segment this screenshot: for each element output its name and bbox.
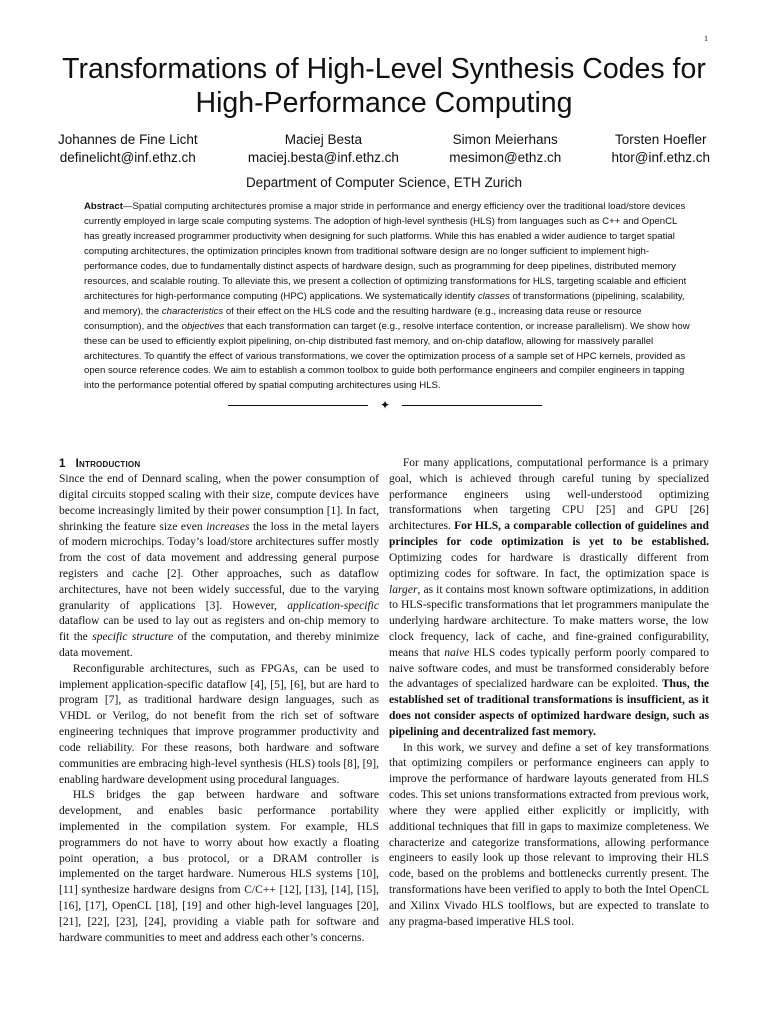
left-column [59,456,379,946]
author-name: Torsten Hoefler [614,132,707,147]
affiliation: Department of Computer Science, ETH Zurich [245,175,523,190]
page-number: 1 [704,34,708,43]
divider-line-left [228,405,368,406]
abstract-emphasis: classes [477,290,510,302]
paragraph: Reconfigurable architectures, such as FPGAs, can be used to implement application-specific dataflow [4], [5], [6], but are hard to program [7], as traditional hardware design languages, such as VHDL or Verilog, do not benefit from the rich set of software engineering techniques that improve programmer productivity and code reliability. For these reasons, both hardware and software communities are embracing high-level synthesis (HLS) tools [8], [9], enabling hardware development using procedural languages. [59,662,379,786]
paragraph-text: Since the end of Dennard scaling, when the power consumption of digital circuits stopped scaling with their size, compute devices have become increasingly limited by their power consumption [1]. In fact, shrinking the feature size even [59,473,379,533]
emphasis: naive [444,646,470,659]
abstract-label: Abstract [84,201,123,212]
paragraph-text: Optimizing codes for hardware is drastically different from optimizing codes for software. In fact, the optimization space is [389,551,709,580]
paragraph-text: , as it contains most known software optimizations, in addition to HLS-specific transformations that let programmers manipulate the underlying hardware architecture. To make matters worse, the low clock frequency, lack of cache, and fine-grained configurability, means that [389,583,709,659]
emphasis: larger [389,583,418,596]
abstract-text: —Spatial computing architectures promise a major stride in performance and energy efficiency over the traditional load/store devices currently employed in large scale computing systems. The adoption of high-level synthesis (HLS) from languages such as C++ and OpenCL has greatly increased programmer productivity when designing for such platforms. While this has enabled a wider audience to target spatial computing architectures, the optimization principles known from traditional software design are no longer sufficient to implement high-performance codes, due to fundamentally distinct aspects of hardware design, such as programming for deep pipelines, distributed memory resources, and scalable routing. To alleviate this, we present a collection of optimizing transformations for HLS, targeting scalable and efficient architectures for high-performance computing (HPC) applications. We systematically identify [84,201,687,302]
section-number: 1 [59,458,66,470]
author-email: htor@inf.ethz.ch [611,150,710,166]
section-title: Introduction [75,458,141,470]
abstract [84,200,690,394]
author-1 [58,131,198,167]
emphasis: application-specific [287,599,379,612]
paragraph [59,472,379,662]
emphasis: specific structure [92,631,174,644]
paragraph-text: dataflow can be used to lay out as registers and on-chip memory to fit the [59,615,379,644]
right-column [389,456,709,930]
paragraph-text: HLS codes typically perform poorly compared to naive software codes, and must be transformed considerably before the advantages of specialized hardware can be exploited. [389,646,709,691]
author-email: mesimon@ethz.ch [449,150,562,166]
section-divider [228,398,542,414]
author-4 [611,131,710,167]
author-name: Johannes de Fine Licht [58,132,198,147]
paragraph: HLS bridges the gap between hardware and software development, and enables basic performance portability implemented in the compilation system. For example, HLS programmers do not have to worry about how exactly a floating point operation, a bus protocol, or a DRAM controller is implemented on the target hardware. Numerous HLS systems [10], [11] synthesize hardware designs from C/C++ [12], [13], [14], [15], [16], [17], OpenCL [18], [19] and other high-level languages [20], [21], [22], [23], [24], providing a viable path for software and hardware communities to meet and address each other’s concerns. [59,789,379,944]
bold-text: Thus, the established set of traditional transformations is insufficient, as it does not consider aspects of optimized hardware design, such as pipelining and decentralized fast memory. [389,678,709,738]
abstract-text: of their effect on the HLS code and the resulting hardware (e.g., increasing data reuse or resource consumption), and the [84,305,642,332]
author-list [58,131,710,167]
paper-title: Transformations of High-Level Synthesis Codes for High-Performance Computing [62,53,706,120]
author-2 [248,131,399,167]
emphasis: increases [206,520,250,533]
paragraph-text: the loss in the metal layers of modern microchips. Today’s load/store architectures suffer mostly from the cost of data movement and addressing general purpose registers and cache [2]. Other approaches, such as dataflow architectures, have not been widely successful, due to the varying granularity of applications [3]. However, [59,520,380,612]
section-heading [59,456,379,472]
author-name: Simon Meierhans [452,132,558,147]
abstract-text: that each transformation can target (e.g., resolve interface contention, or increase parallelism). We show how these can be used to efficiently exploit pipelining, on-chip distributed fast memory, and on-chip dataflow, allowing for massively parallel architectures. To quantify the effect of various transformations, we cover the optimization process of a sample set of HPC kernels, provided as open source reference codes. We aim to establish a common toolbox to guide both performance engineers and compiler engineers in tapping into the performance potential offered by spatial computing architectures using HLS. [84,320,690,392]
abstract-text: of transformations (pipelining, scalability, and memory), the [84,290,685,317]
divider-star-icon: ✦ [379,398,391,412]
author-name: Maciej Besta [284,132,363,147]
abstract-emphasis: objectives [181,320,225,332]
paragraph: In this work, we survey and define a set of key transformations that optimizing compilers or performance engineers can apply to improve the performance of hardware layouts generated from HLS codes. This set unions transformations extracted from previous work, where they were applied either explicitly or implicitly, with additional techniques that fill in gaps to maximize completeness. We characterize and categorize transformations, allowing performance engineers to easily look up those relevant to improving their HLS code, based on the problems and bottlenecks currently present. The transformations have been verified to apply to both the Intel OpenCL and Xilinx Vivado HLS toolflows, but are expected to translate to any pragma-based imperative HLS tool. [389,741,710,928]
abstract-emphasis: characteristics [161,305,224,317]
author-email: maciej.besta@inf.ethz.ch [247,150,399,166]
paragraph-text: of the computation, and thereby minimize data movement. [59,631,380,660]
paragraph-text: For many applications, computational performance is a primary goal, which is achieved through careful tuning by specialized performance engineers using well-understood optimizing transformations when targeting CPU [25] and GPU [26] architectures. [389,457,709,533]
author-3 [449,131,561,167]
author-email: definelicht@inf.ethz.ch [59,150,196,166]
paragraph [389,456,709,741]
bold-text: For HLS, a comparable collection of guidelines and principles for code optimization is yet to be established. [389,520,709,549]
divider-line-right [402,405,542,406]
